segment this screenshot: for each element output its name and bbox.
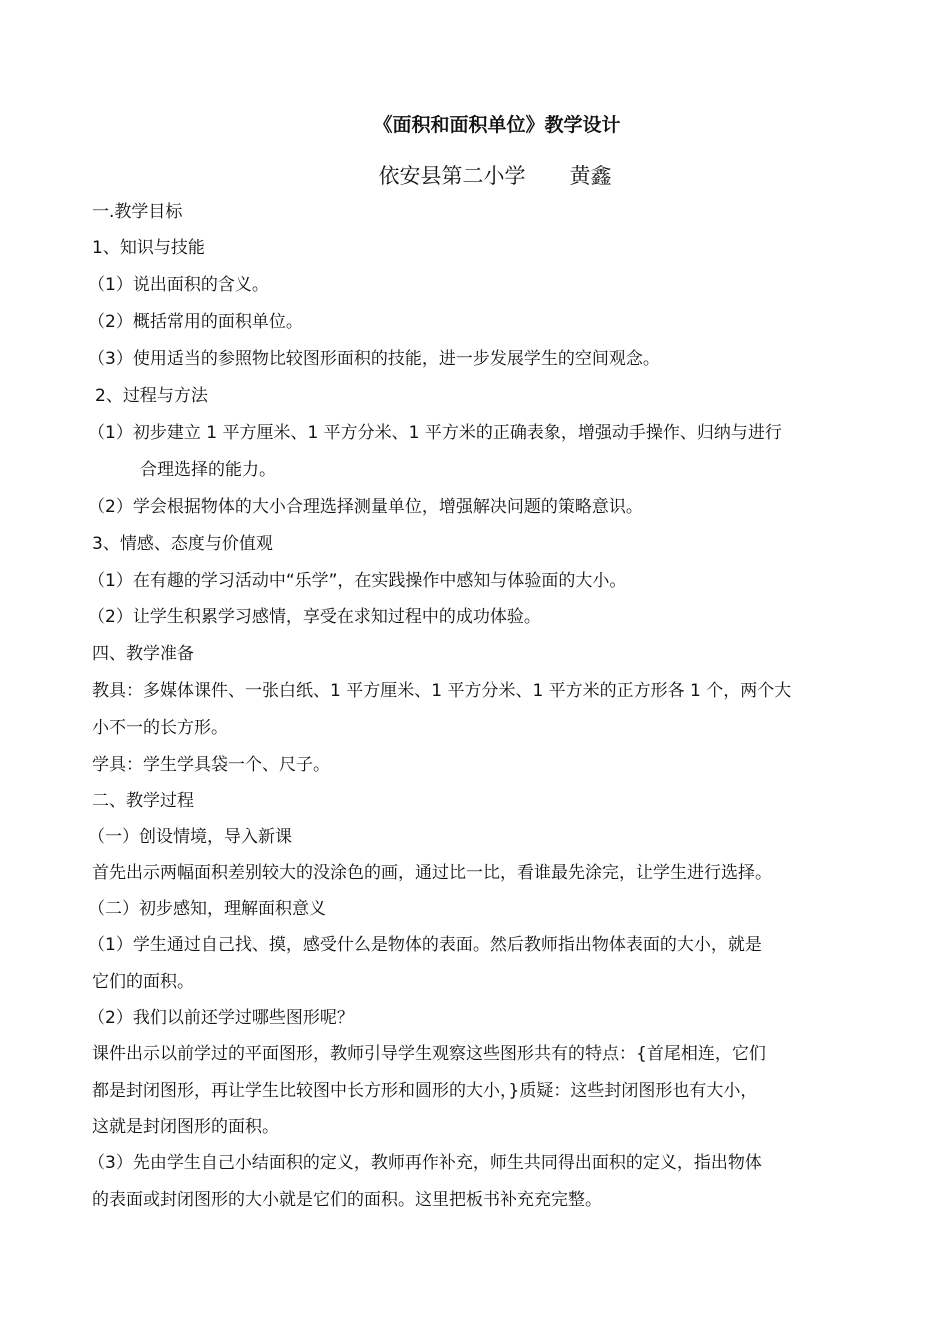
paragraph-line: 合理选择的能力。	[140, 460, 276, 480]
paragraph-line: （1）在有趣的学习活动中“乐学”，在实践操作中感知与体验面的大小。	[88, 571, 627, 591]
subheading-step-1: （一）创设情境，导入新课	[88, 827, 292, 847]
section-heading-preparation: 四、教学准备	[92, 644, 194, 664]
section-heading-objectives: 一.教学目标	[92, 202, 183, 222]
document-byline	[20, 160, 950, 192]
subheading-emotion-values: 3、情感、态度与价值观	[92, 534, 273, 554]
subheading-knowledge-skills: 1、知识与技能	[92, 238, 205, 258]
paragraph-line: 的表面或封闭图形的大小就是它们的面积。这里把板书补充充完整。	[92, 1190, 602, 1210]
subheading-step-2: （二）初步感知，理解面积意义	[88, 899, 326, 919]
paragraph-line: 课件出示以前学过的平面图形，教师引导学生观察这些图形共有的特点：{首尾相连，它们	[92, 1044, 766, 1064]
paragraph-line: （2）概括常用的面积单位。	[88, 312, 303, 332]
author-name: 黄鑫	[569, 164, 612, 188]
subheading-process-method: 2、过程与方法	[95, 386, 208, 406]
paragraph-line: 首先出示两幅面积差别较大的没涂色的画，通过比一比，看谁最先涂完，让学生进行选择。	[92, 863, 772, 883]
paragraph-line: 教具：多媒体课件、一张白纸、1 平方厘米、1 平方分米、1 平方米的正方形各 1 个，两个大	[92, 681, 792, 701]
paragraph-line: （1）学生通过自己找、摸，感受什么是物体的表面。然后教师指出物体表面的大小，就是	[88, 935, 762, 955]
paragraph-line: 这就是封闭图形的面积。	[92, 1117, 279, 1137]
paragraph-line: 小不一的长方形。	[92, 718, 228, 738]
paragraph-line: （3）使用适当的参照物比较图形面积的技能，进一步发展学生的空间观念。	[88, 349, 660, 369]
paragraph-line: 学具：学生学具袋一个、尺子。	[92, 755, 330, 775]
paragraph-line: （1）初步建立 1 平方厘米、1 平方分米、1 平方米的正确表象，增强动手操作、归纳与进行	[88, 423, 782, 443]
paragraph-line: 都是封闭图形，再让学生比较图中长方形和圆形的大小，}质疑：这些封闭图形也有大小，	[92, 1081, 758, 1101]
paragraph-line: （2）让学生积累学习感情，享受在求知过程中的成功体验。	[88, 607, 541, 627]
section-heading-process: 二、教学过程	[92, 791, 194, 811]
paragraph-line: （1）说出面积的含义。	[88, 275, 269, 295]
paragraph-line: （3）先由学生自己小结面积的定义，教师再作补充，师生共同得出面积的定义，指出物体	[88, 1153, 762, 1173]
school-name: 依安县第二小学	[378, 164, 526, 188]
paragraph-line: （2）我们以前还学过哪些图形呢？	[88, 1008, 354, 1028]
document-title: 《面积和面积单位》教学设计	[373, 114, 621, 136]
paragraph-line: （2）学会根据物体的大小合理选择测量单位，增强解决问题的策略意识。	[88, 497, 643, 517]
paragraph-line: 它们的面积。	[92, 972, 194, 992]
